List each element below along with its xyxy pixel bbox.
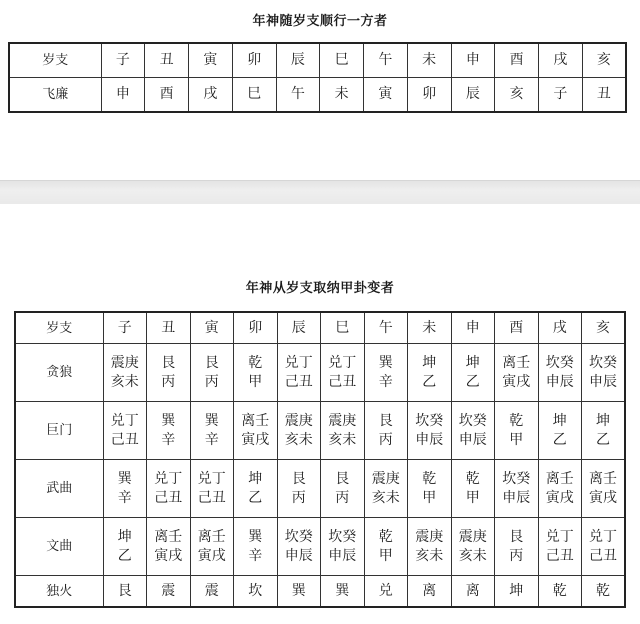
table2-row [15,460,625,518]
cell-line: 己丑 [154,489,183,506]
cell-line: 兑丁 [284,354,313,371]
row-label: 巨门 [15,402,103,460]
table-cell: 丑 [145,43,189,78]
table-cell: 寅 [364,78,408,113]
cell-line: 坎癸 [328,528,357,545]
cell-line: 丙 [509,547,524,564]
table-cell [103,402,147,460]
table-cell: 卯 [407,78,451,113]
table-cell: 未 [407,43,451,78]
table-cell [495,344,539,402]
table-cell: 亥 [582,43,626,78]
table-cell: 戌 [539,43,583,78]
cell-line: 坎癸 [502,470,531,487]
cell-line: 亥未 [415,547,444,564]
row-label: 岁支 [15,312,103,344]
table-cell [408,460,452,518]
cell-line: 乙 [465,373,480,390]
cell-line: 离壬 [589,470,617,487]
cell-line: 寅戌 [545,489,574,506]
row-label: 文曲 [15,518,103,576]
table-cell [103,518,147,576]
cell-line: 乙 [117,547,132,564]
table1-row [9,43,626,78]
cell-line: 乾 [248,354,263,371]
cell-line: 甲 [509,431,524,448]
table1-title: 年神随岁支顺行一方者 [252,14,388,29]
cell-line: 辛 [204,431,219,448]
cell-line: 震庚 [458,528,487,545]
table-cell [190,518,234,576]
table-cell: 酉 [495,43,539,78]
table-cell: 午 [276,78,320,113]
cell-line: 丙 [378,431,393,448]
table-cell: 震 [147,576,191,608]
cell-line: 申辰 [458,431,487,448]
table-cell [582,460,626,518]
table-cell [147,344,191,402]
cell-line: 亥未 [371,489,400,506]
cell-line: 乙 [422,373,437,390]
cell-line: 坎癸 [458,412,487,429]
cell-line: 震庚 [110,354,139,371]
table-cell [147,518,191,576]
cell-line: 离壬 [502,354,531,371]
table-cell: 酉 [145,78,189,113]
cell-line: 乾 [422,470,437,487]
cell-line: 艮 [335,470,350,487]
table-cell [582,518,626,576]
cell-line: 坎癸 [415,412,444,429]
table-cell: 坤 [495,576,539,608]
table-cell: 巳 [320,43,364,78]
column-header: 丑 [147,312,191,344]
cell-line: 亥未 [458,547,487,564]
table-cell [538,460,582,518]
table-cell: 丑 [582,78,626,113]
cell-line: 兑丁 [545,528,574,545]
table-cell [277,518,321,576]
table-cell [190,344,234,402]
cell-line: 兑丁 [154,470,183,487]
table-cell: 亥 [495,78,539,113]
table-cell [451,344,495,402]
table-cell [451,460,495,518]
table-cell [582,402,626,460]
table-cell: 离 [408,576,452,608]
cell-line: 艮 [291,470,306,487]
table-cell [364,460,408,518]
cell-line: 坤 [465,354,480,371]
document-page-lower [0,204,640,624]
cell-line: 艮 [204,354,219,371]
cell-line: 乙 [596,431,610,448]
table-cell: 申 [101,78,145,113]
cell-line: 己丑 [589,547,617,564]
cell-line: 申辰 [502,489,531,506]
column-header: 巳 [321,312,365,344]
cell-line: 艮 [161,354,176,371]
cell-line: 辛 [378,373,393,390]
row-label: 独火 [15,576,103,608]
table-cell [538,518,582,576]
cell-line: 乾 [509,412,524,429]
cell-line: 乙 [248,489,263,506]
table-cell [147,460,191,518]
cell-line: 艮 [378,412,393,429]
cell-line: 巽 [378,354,393,371]
table-cell: 申 [451,43,495,78]
cell-line: 巽 [204,412,219,429]
cell-line: 坤 [552,412,567,429]
column-header: 亥 [582,312,626,344]
table-cell: 辰 [276,43,320,78]
cell-line: 丙 [335,489,350,506]
cell-line: 震庚 [328,412,357,429]
table-cell [234,344,278,402]
row-label: 岁支 [9,43,101,78]
cell-line: 己丑 [545,547,574,564]
cell-line: 兑丁 [589,528,617,545]
cell-line: 乙 [552,431,567,448]
cell-line: 坎癸 [545,354,574,371]
cell-line: 己丑 [284,373,313,390]
table-cell [234,518,278,576]
cell-line: 巽 [161,412,176,429]
cell-line: 寅戌 [241,431,270,448]
table-cell [538,402,582,460]
cell-line: 兑丁 [328,354,357,371]
cell-line: 离壬 [545,470,574,487]
column-header: 申 [451,312,495,344]
table-cell [495,518,539,576]
table-cell: 巳 [232,78,276,113]
table-cell: 坎 [234,576,278,608]
column-header: 子 [103,312,147,344]
cell-line: 坤 [596,412,610,429]
cell-line: 离壬 [154,528,183,545]
cell-line: 申辰 [415,431,444,448]
table-cell: 子 [101,43,145,78]
table-cell [277,344,321,402]
cell-line: 乾 [465,470,480,487]
table-cell: 离 [451,576,495,608]
table-cell [147,402,191,460]
table-cell: 辰 [451,78,495,113]
table-cell [451,402,495,460]
table-cell [321,460,365,518]
table-cell [451,518,495,576]
table-cell [408,344,452,402]
table-cell [495,402,539,460]
cell-line: 甲 [378,547,393,564]
cell-line: 己丑 [197,489,226,506]
table-cell [321,344,365,402]
table2-row [15,344,625,402]
cell-line: 己丑 [328,373,357,390]
cell-line: 甲 [248,373,263,390]
document-page-upper [0,0,640,180]
table-cell: 乾 [582,576,626,608]
table2-row [15,518,625,576]
cell-line: 辛 [161,431,176,448]
cell-line: 寅戌 [197,547,226,564]
cell-line: 丙 [161,373,176,390]
column-header: 午 [364,312,408,344]
table-cell: 卯 [232,43,276,78]
table2-title: 年神从岁支取纳甲卦变者 [245,281,395,296]
cell-line: 坤 [248,470,263,487]
column-header: 酉 [495,312,539,344]
cell-line: 亥未 [284,431,313,448]
cell-line: 坎癸 [589,354,617,371]
row-label: 贪狼 [15,344,103,402]
cell-line: 申辰 [589,373,617,390]
cell-line: 辛 [248,547,263,564]
cell-line: 寅戌 [154,547,183,564]
row-label: 飞廉 [9,78,101,113]
table-cell [408,518,452,576]
cell-line: 甲 [465,489,480,506]
table-cell [408,402,452,460]
cell-line: 兑丁 [197,470,226,487]
table-cell: 午 [364,43,408,78]
page-gap [0,180,640,206]
table-cell: 震 [190,576,234,608]
column-header: 未 [408,312,452,344]
table-cell: 艮 [103,576,147,608]
cell-line: 坤 [422,354,437,371]
column-header: 卯 [234,312,278,344]
table-cell [103,344,147,402]
table-cell [190,460,234,518]
table2-row [15,402,625,460]
cell-line: 离壬 [241,412,270,429]
cell-line: 离壬 [197,528,226,545]
table2 [14,311,626,608]
table-cell [582,344,626,402]
table1 [8,42,627,113]
table-cell: 巽 [321,576,365,608]
table-cell [190,402,234,460]
cell-line: 巽 [248,528,263,545]
column-header: 寅 [190,312,234,344]
table-cell [364,518,408,576]
table-cell [321,518,365,576]
column-header: 辰 [277,312,321,344]
cell-line: 申辰 [328,547,357,564]
table-cell [277,402,321,460]
table-cell: 巽 [277,576,321,608]
cell-line: 震庚 [284,412,313,429]
cell-line: 乾 [378,528,393,545]
cell-line: 甲 [422,489,437,506]
cell-line: 震庚 [371,470,400,487]
table-cell: 寅 [189,43,233,78]
cell-line: 申辰 [545,373,574,390]
table-cell [321,402,365,460]
cell-line: 辛 [117,489,132,506]
cell-line: 己丑 [110,431,139,448]
column-header: 戌 [538,312,582,344]
table2-header-row [15,312,625,344]
table-cell [234,460,278,518]
table-cell: 未 [320,78,364,113]
cell-line: 兑丁 [110,412,139,429]
table-cell [277,460,321,518]
table-cell [103,460,147,518]
cell-line: 亥未 [110,373,139,390]
table-cell [495,460,539,518]
table-cell [538,344,582,402]
cell-line: 丙 [204,373,219,390]
cell-line: 坤 [117,528,132,545]
cell-line: 巽 [117,470,132,487]
cell-line: 申辰 [284,547,313,564]
cell-line: 震庚 [415,528,444,545]
table2-row [15,576,625,608]
cell-line: 亥未 [328,431,357,448]
cell-line: 寅戌 [589,489,617,506]
cell-line: 寅戌 [502,373,531,390]
row-label: 武曲 [15,460,103,518]
table1-row [9,78,626,113]
table-cell: 兑 [364,576,408,608]
table-cell: 戌 [189,78,233,113]
table-cell: 乾 [538,576,582,608]
table-cell: 子 [539,78,583,113]
table-cell [364,344,408,402]
cell-line: 坎癸 [284,528,313,545]
cell-line: 丙 [291,489,306,506]
cell-line: 艮 [509,528,524,545]
table-cell [234,402,278,460]
table-cell [364,402,408,460]
